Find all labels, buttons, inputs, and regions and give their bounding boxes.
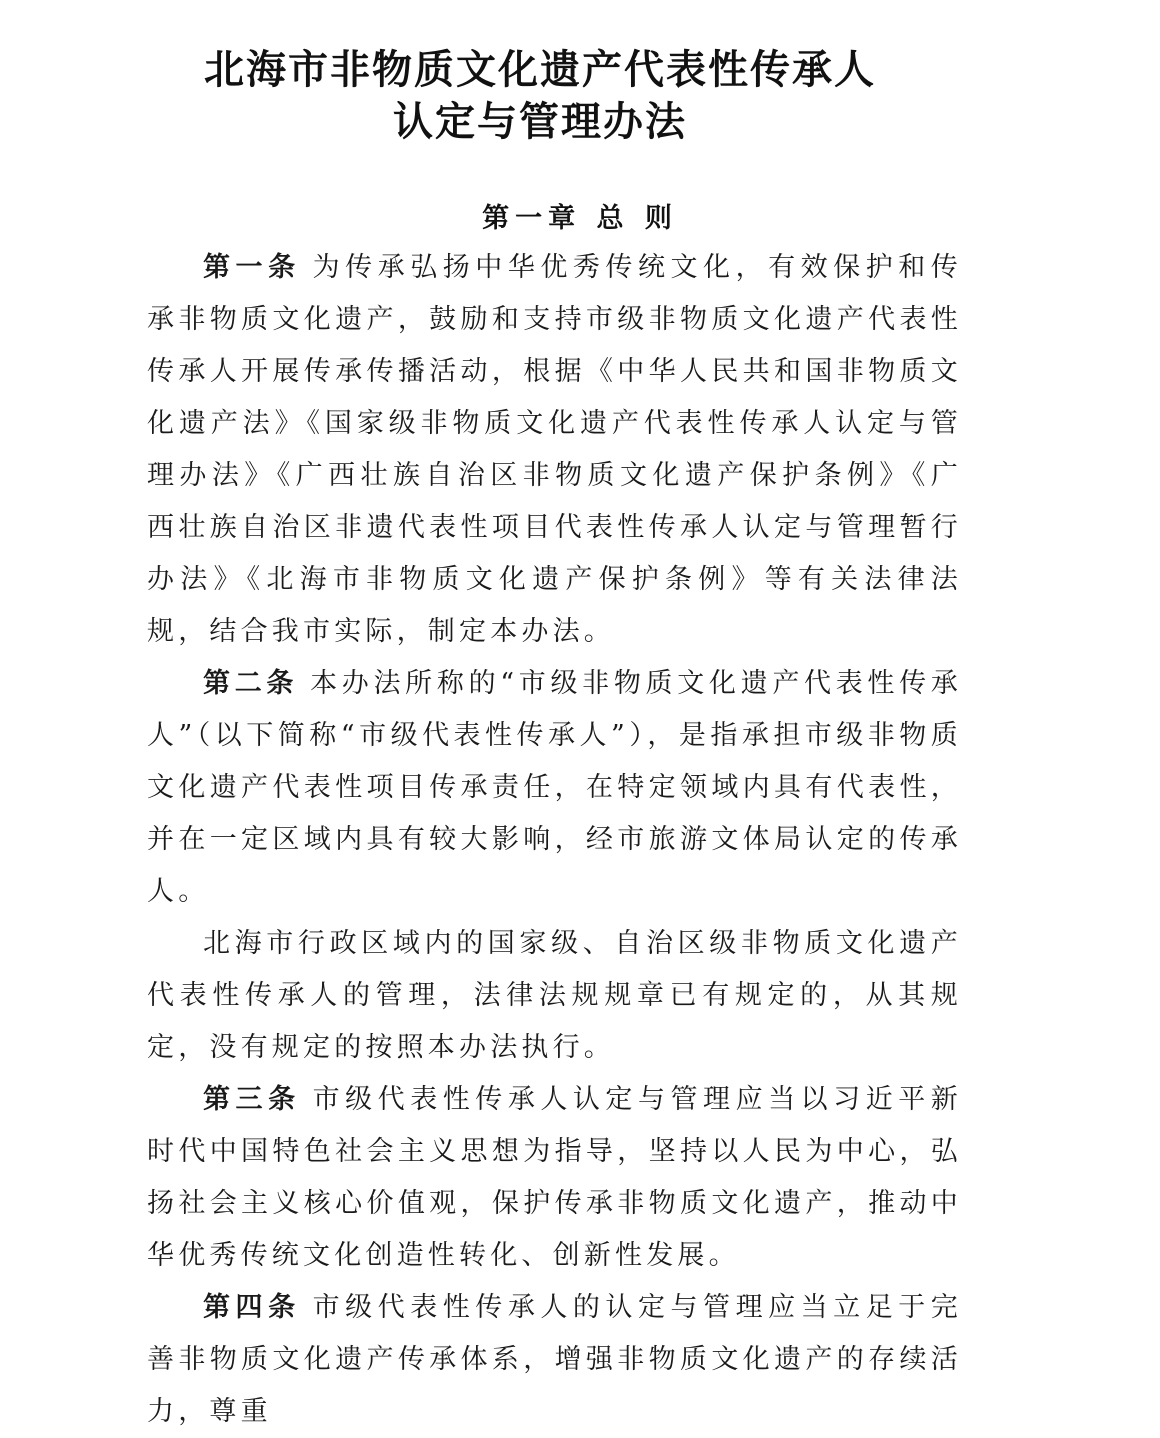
article-2-paragraph-2	[147, 918, 962, 1074]
document-title-line2: 认定与管理办法	[393, 99, 687, 145]
article-1	[147, 242, 962, 658]
article-2	[147, 658, 962, 918]
chapter-heading: 第一章 总 则	[482, 203, 678, 234]
document-body	[147, 242, 962, 1438]
article-text: 市级代表性传承人认定与管理应当以习近平新时代中国特色社会主义思想为指导，坚持以人民为中心，弘扬社会主义核心价值观，保护传承非物质文化遗产，推动中华优秀传统文化创造性转化、创新性发展。	[147, 1084, 962, 1271]
article-label: 第一条	[203, 252, 301, 283]
article-label: 第四条	[203, 1292, 301, 1323]
article-3	[147, 1074, 962, 1282]
article-text: 市级代表性传承人的认定与管理应当立足于完善非物质文化遗产传承体系，增强非物质文化遗产的存续活力，尊重	[147, 1292, 962, 1427]
article-4	[147, 1282, 962, 1438]
article-label: 第二条	[203, 668, 299, 699]
article-text: 本办法所称的“市级非物质文化遗产代表性传承人”（以下简称“市级代表性传承人”），是指承担市级非物质文化遗产代表性项目传承责任，在特定领域内具有代表性，并在一定区域内具有较大影响，经市旅游文体局认定的传承人。	[147, 668, 962, 907]
article-text: 为传承弘扬中华优秀传统文化，有效保护和传承非物质文化遗产，鼓励和支持市级非物质文化遗产代表性传承人开展传承传播活动，根据《中华人民共和国非物质文化遗产法》《国家级非物质文化遗产代表性传承人认定与管理办法》《广西壮族自治区非物质文化遗产保护条例》《广西壮族自治区非遗代表性项目代表性传承人认定与管理暂行办法》《北海市非物质文化遗产保护条例》等有关法律法规，结合我市实际，制定本办法。	[147, 252, 962, 647]
article-label: 第三条	[203, 1084, 301, 1115]
article-text: 北海市行政区域内的国家级、自治区级非物质文化遗产代表性传承人的管理，法律法规规章已有规定的，从其规定，没有规定的按照本办法执行。	[147, 928, 962, 1063]
document-title-line1: 北海市非物质文化遗产代表性传承人	[204, 47, 876, 93]
